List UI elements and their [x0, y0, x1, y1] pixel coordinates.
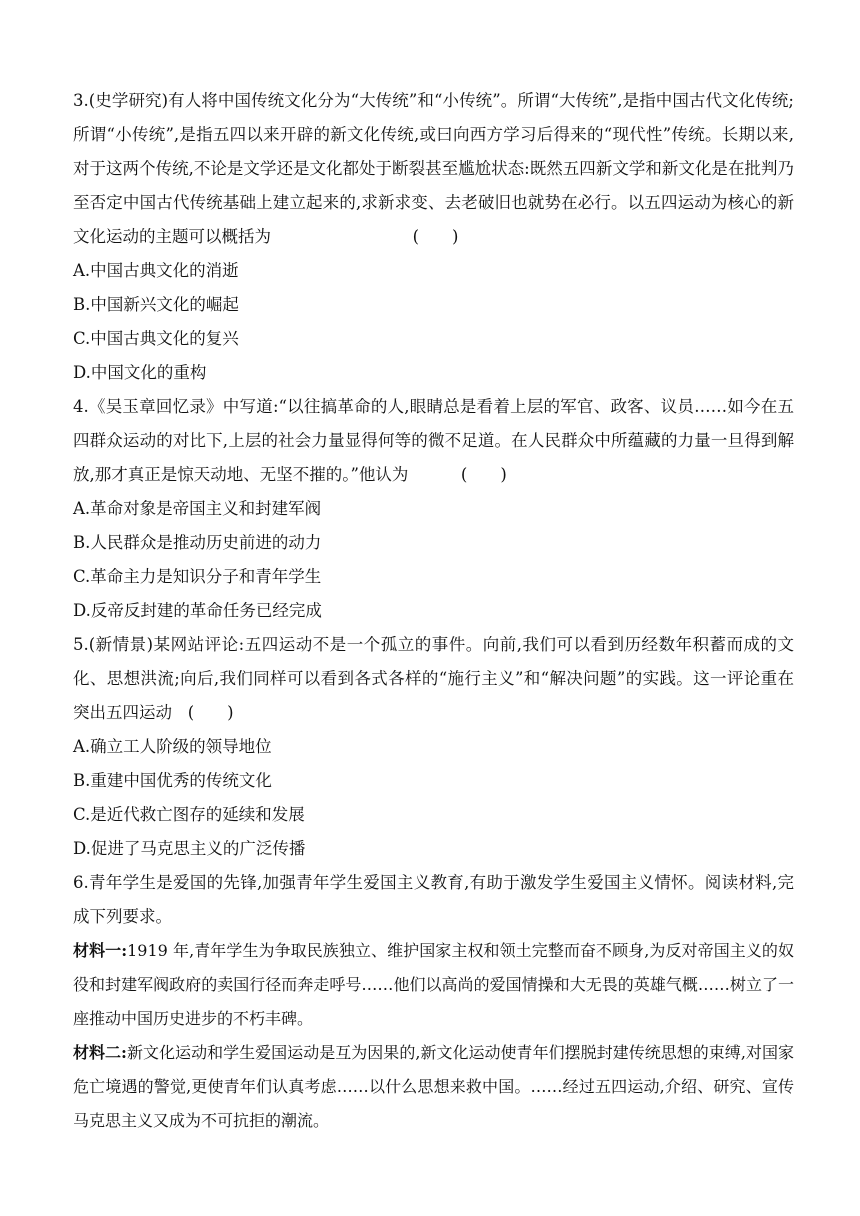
material-text: 新文化运动和学生爱国运动是互为因果的,新文化运动使青年们摆脱封建传统思想的束缚,对国家危亡境遇的警觉,更使青年们认真考虑……以什么思想来救中国。……经过五四运动,介绍、研究、宣传马克思主义又成为不可抗拒的潮流。 — [73, 1043, 794, 1130]
question-6 — [73, 866, 794, 1138]
stem-text: 5.(新情景)某网站评论:五四运动不是一个孤立的事件。向前,我们可以看到历经数年积蓄而成的文化、思想洪流;向后,我们同样可以看到各式各样的“施行主义”和“解决问题”的实践。这一评论重在突出五四运动 — [73, 635, 794, 722]
question-stem — [73, 390, 794, 492]
option-b: B.人民群众是推动历史前进的动力 — [73, 533, 322, 552]
stem-text: 4.《吴玉章回忆录》中写道:“以往搞革命的人,眼睛总是看着上层的军官、政客、议员……如今在五四群众运动的对比下,上层的社会力量显得何等的微不足道。在人民群众中所蕴藏的力量一旦得到解放,那才真正是惊天动地、无坚不摧的。”他认为 — [73, 397, 794, 484]
option-b: B.重建中国优秀的传统文化 — [73, 771, 272, 790]
question-5 — [73, 628, 794, 866]
option-c: C.中国古典文化的复兴 — [73, 329, 239, 348]
question-stem — [73, 628, 794, 730]
answer-bracket: ( ) — [460, 465, 507, 484]
material-label: 材料一: — [73, 941, 128, 960]
option-a: A.中国古典文化的消逝 — [73, 261, 239, 280]
question-4 — [73, 390, 794, 628]
material-2 — [73, 1036, 794, 1138]
answer-bracket: ( ) — [412, 227, 459, 246]
option-c: C.是近代救亡图存的延续和发展 — [73, 805, 305, 824]
option-d: D.反帝反封建的革命任务已经完成 — [73, 601, 322, 620]
stem-text: 3.(史学研究)有人将中国传统文化分为“大传统”和“小传统”。所谓“大传统”,是指中国古代文化传统;所谓“小传统”,是指五四以来开辟的新文化传统,或曰向西方学习后得来的“现代性”传统。长期以来,对于这两个传统,不论是文学还是文化都处于断裂甚至尴尬状态:既然五四新文学和新文化是在批判乃至否定中国古代传统基础上建立起来的,求新求变、去老破旧也就势在必行。以五四运动为核心的新文化运动的主题可以概括为 — [73, 91, 794, 246]
material-label: 材料二: — [73, 1043, 127, 1062]
option-a: A.革命对象是帝国主义和封建军阀 — [73, 499, 322, 518]
question-stem — [73, 84, 794, 254]
option-c: C.革命主力是知识分子和青年学生 — [73, 567, 322, 586]
option-d: D.中国文化的重构 — [73, 363, 207, 382]
material-1 — [73, 934, 794, 1036]
question-stem: 6.青年学生是爱国的先锋,加强青年学生爱国主义教育,有助于激发学生爱国主义情怀。阅读材料,完成下列要求。 — [73, 873, 794, 926]
option-d: D.促进了马克思主义的广泛传播 — [73, 839, 306, 858]
option-b: B.中国新兴文化的崛起 — [73, 295, 239, 314]
option-a: A.确立工人阶级的领导地位 — [73, 737, 272, 756]
question-3 — [73, 84, 794, 390]
answer-bracket: ( ) — [187, 703, 234, 722]
material-text: 1919 年,青年学生为争取民族独立、维护国家主权和领土完整而奋不顾身,为反对帝国主义的奴役和封建军阀政府的卖国行径而奔走呼号……他们以高尚的爱国情操和大无畏的英雄气概……树立了一座推动中国历史进步的不朽丰碑。 — [73, 941, 794, 1028]
